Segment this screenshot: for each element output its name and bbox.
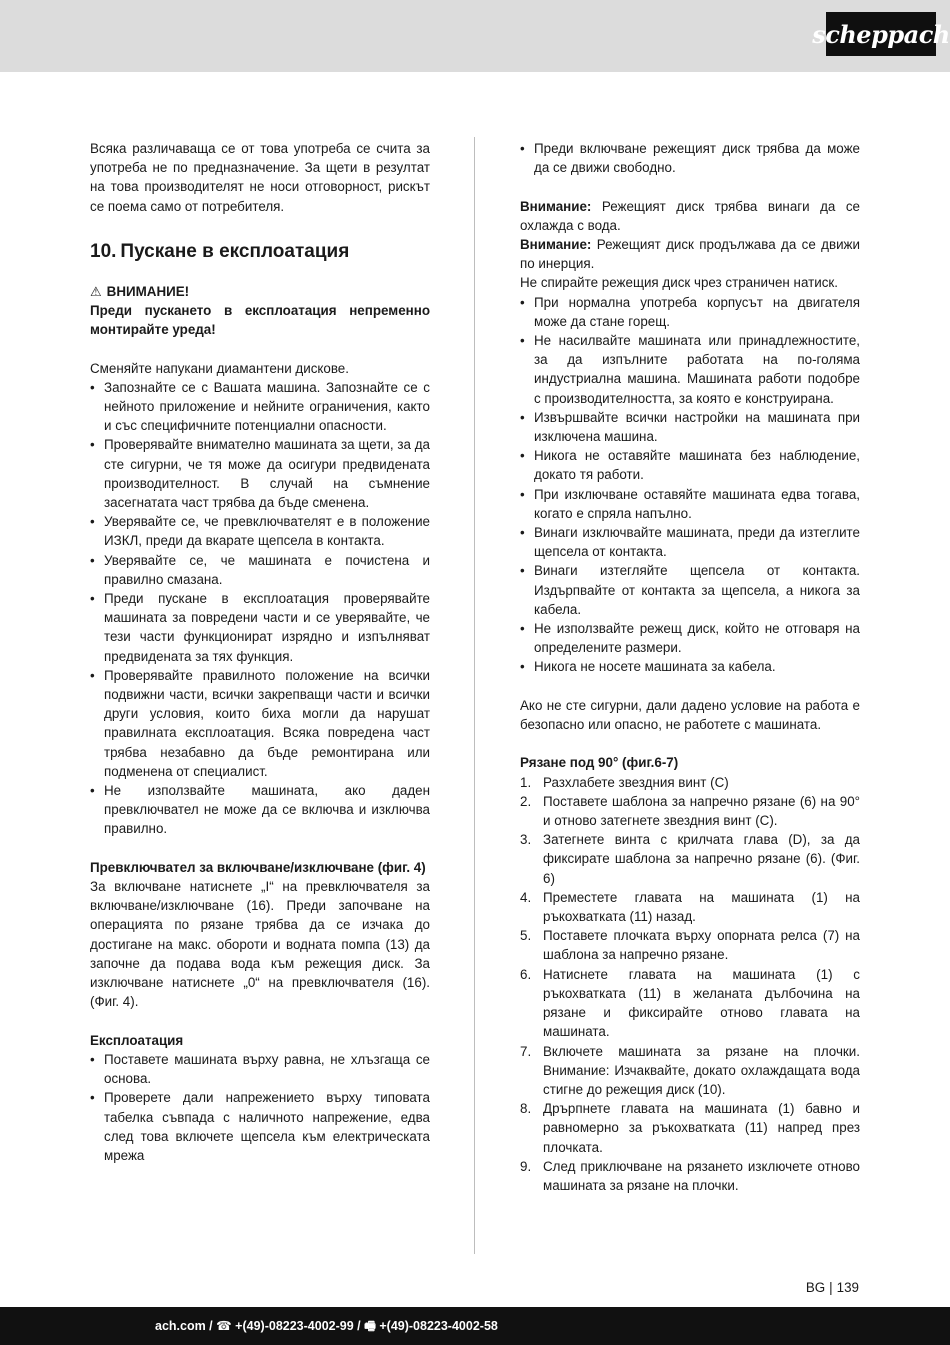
no-side-pressure-text: Не спирайте режещия диск чрез страничен натиск. xyxy=(520,275,838,291)
warning-title: ВНИМАНИЕ! xyxy=(106,283,190,299)
list-item: 3. Затегнете винта с крилчата глава (D), за да фиксирате шаблона за напречно рязане (6). (Фиг. 6) xyxy=(520,832,860,886)
list-item: 1. Разхлабете звездния винт (C) xyxy=(520,774,729,790)
startup-bullet-list xyxy=(90,378,430,839)
list-item: • Не използвайте машината, ако даден превключвател не може да се включва и изключва правилно. xyxy=(90,783,430,837)
list-item: • Преди включване режещият диск трябва да може да се движи свободно. xyxy=(520,141,860,176)
list-item: • Уверявайте се, че машината е почистена и правилно смазана. xyxy=(90,552,430,587)
attention-note-1: Внимание: Режещият диск трябва винаги да се охлажда с вода. xyxy=(520,198,860,233)
operation-bullet-list xyxy=(90,1050,430,1165)
list-item: 2. Поставете шаблона за напречно рязане (6) на 90° и отново затегнете звездния винт (C). xyxy=(520,793,860,829)
list-item: • Проверявайте правилното положение на всички подвижни части, всички закрепващи части и всички други условия, които биха могли да нарушат правилната експлоатация. Всяка повредена част трябва незабавно да бъде ремонтирана или подменена от специалист. xyxy=(90,667,430,779)
section-title: Пускане в експлоатация xyxy=(120,240,350,262)
section-heading xyxy=(90,240,430,264)
brand-logo xyxy=(812,12,950,56)
list-item: • Извършвайте всички настройки на машината при изключена машина. xyxy=(520,409,860,445)
column-divider xyxy=(474,137,475,1254)
list-item: 7. Включете машината за рязане на плочки. Внимание: Изчаквайте, докато охлаждащата вода стигне до режещия диск (10). xyxy=(520,1043,860,1097)
page-number: BG | 139 xyxy=(805,1280,859,1295)
warning-heading xyxy=(90,282,430,301)
footer-bar xyxy=(0,1307,950,1345)
list-item: • При нормална употреба корпусът на двигателя може да стане горещ. xyxy=(520,294,860,329)
operation-subheading: Експлоатация xyxy=(90,1032,184,1048)
page-number-value: 139 xyxy=(836,1280,859,1295)
list-item: • Никога не оставяйте машината без наблюдение, докато тя работи. xyxy=(520,448,860,483)
list-item: • Поставете машината върху равна, не хлъзгаща се основа. xyxy=(90,1051,430,1087)
language-code: BG xyxy=(805,1280,826,1295)
list-item: • Никога не носете машината за кабела. xyxy=(520,659,776,675)
replace-discs-text: Сменяйте напукани диамантени дискове. xyxy=(90,360,349,376)
list-item: 8. Дрърпнете главата на машината (1) бавно и равномерно за ръкохватката (11) напред през плочката. xyxy=(520,1101,860,1155)
list-item: • Запознайте се с Вашата машина. Запознайте се с нейното приложение и нейните ограничения, както и със специфичните потенциални опасности. xyxy=(90,379,430,434)
left-column xyxy=(90,139,430,1165)
cut-90-subheading: Рязане под 90° (фиг.6-7) xyxy=(520,755,679,771)
list-item: 5. Поставете плочката върху опорната релса (7) на шаблона за напречно рязане. xyxy=(520,928,860,963)
list-item: • Не използвайте режещ диск, който не отговаря на определените размери. xyxy=(520,621,860,656)
top-bullet-list xyxy=(520,139,860,177)
list-item: • Проверявайте внимателно машината за щети, за да сте сигурни, че тя може да осигури предвидената производителност. В случай на съмнение засегнатата част трябва да бъде сменена. xyxy=(90,437,430,511)
list-item: • Проверете дали напрежението върху типовата табелка съвпада с наличното напрежение, едва след това включете щепсела към електрическата мрежа xyxy=(90,1090,430,1163)
switch-paragraph: За включване натиснете „I“ на превключвателя за включване/изключване (16). Преди започване на операцията по рязане трябва да се изчака до достигане на макс. обороти и водната помпа (13) да започне да подава вода към режещия диск. За изключване натиснете „0“ на превключвателя (16). (Фиг. 4). xyxy=(90,879,430,1010)
contact-info: ach.com / ☎ +(49)-08223-4002-99 / 🖷 +(49)-08223-4002-58 xyxy=(155,1319,498,1333)
section-number: 10. xyxy=(90,240,117,262)
warning-triangle-icon: ⚠ xyxy=(90,283,102,299)
list-item: • Винаги изтегляйте щепсела от контакта. Издърпвайте от контакта за щепсела, а никога за кабела. xyxy=(520,563,860,617)
intro-paragraph: Всяка различаваща се от това употреба се счита за употреба не по предназначение. За щети в резултат на това производителят не носи отговорност, рискът се поема само от потребителя. xyxy=(90,141,430,214)
switch-subheading: Превключвател за включване/изключване (фиг. 4) xyxy=(90,859,426,875)
list-item: 6. Натиснете главата на машината (1) с ръкохватката (11) в желаната дълбочина на рязане и фиксирайте отново главата на машината. xyxy=(520,966,860,1040)
right-column xyxy=(520,139,860,1195)
list-item: 4. Преместете главата на машината (1) на ръкохватката (11) назад. xyxy=(520,889,860,925)
list-item: • Не насилвайте машината или принадлежностите, за да изпълните работата на по-голяма индустриална машина. Машината работи подобре с производителността, за която е конструирана. xyxy=(520,333,860,406)
list-item: • Преди пускане в експлоатация проверявайте машината за повредени части и се уверявайте, че тези части функционират изрядно и изпълняват предвидената за тях функция. xyxy=(90,591,430,664)
safety-bullet-list xyxy=(520,293,860,677)
unsure-paragraph: Ако не сте сигурни, дали дадено условие на работа е безопасно или опасно, не работете с машината. xyxy=(520,697,860,733)
list-item: • Винаги изключвайте машината, преди да изтеглите щепсела от контакта. xyxy=(520,525,860,560)
attention-note-2: Внимание: Режещият диск продължава да се движи по инерция. xyxy=(520,237,860,272)
warning-text: Преди пускането в експлоатация непременно монтирайте уреда! xyxy=(90,303,430,338)
list-item: • Уверявайте се, че превключвателят е в положение ИЗКЛ, преди да вкарате щепсела в контакта. xyxy=(90,514,430,549)
list-item: 9. След приключване на рязането изключете отново машината за рязане на плочки. xyxy=(520,1158,860,1193)
brand-logo-text: scheppach xyxy=(812,19,950,49)
cut-steps-list xyxy=(520,773,860,1195)
list-item: • При изключване оставяйте машината едва тогава, когато е спряла напълно. xyxy=(520,486,860,521)
header-band xyxy=(0,0,950,72)
